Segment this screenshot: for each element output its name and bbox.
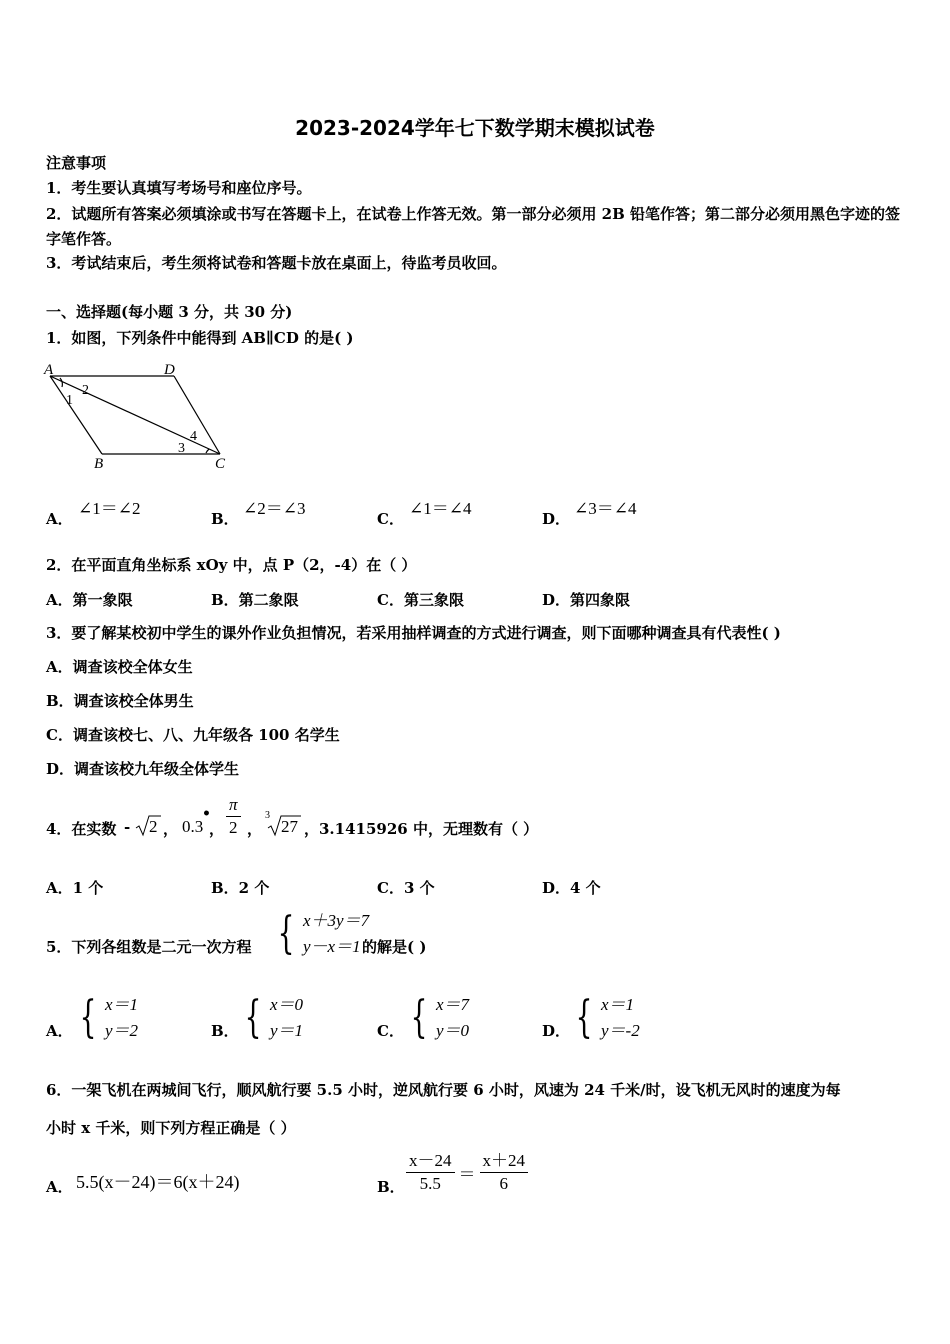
q1-option-c-label: C． [377, 510, 404, 528]
q3-option-c: C．调查该校七、八、九年级各 100 名学生 [46, 726, 340, 744]
q1-option-a-math: ∠1＝∠2 [78, 499, 141, 518]
q6-option-a-label: A． [46, 1178, 73, 1196]
q4-prefix: 4．在实数 [46, 820, 117, 838]
q4-option-c: C．3 个 [377, 879, 435, 897]
q5-option-a-label: A． [46, 1022, 73, 1040]
q4-suffix: ，3.1415926 中，无理数有（ ） [304, 820, 539, 838]
q5-system [272, 908, 369, 960]
notice-item-3: 3．考试结束后，考生须将试卷和答题卡放在桌面上，待监考员收回。 [46, 254, 507, 272]
q1-option-d-label: D． [542, 510, 571, 528]
label-b: B [94, 456, 104, 472]
q6-b-equals: ＝ [458, 1165, 476, 1184]
q2-option-b: B．第二象限 [211, 591, 299, 609]
page-title: 2023-2024学年七下数学期末模拟试卷 [295, 116, 655, 140]
q1-option-b-label: B． [211, 510, 239, 528]
angle-label-4: 4 [190, 429, 197, 444]
q4-sqrt-arg: 2 [149, 817, 158, 836]
q4-repeating-decimal: 0.3 [182, 817, 204, 836]
q4-cbrt-index: 3 [265, 810, 270, 821]
q3-option-a: A．调查该校全体女生 [46, 658, 193, 676]
q5-option-d-label: D． [542, 1022, 571, 1040]
left-brace-icon: { [79, 992, 97, 1043]
q5-option-a-system [74, 992, 138, 1044]
q4-option-a: A．1 个 [46, 879, 104, 897]
angle-arc-a [60, 378, 62, 387]
q2-option-c: C．第三象限 [377, 591, 464, 609]
angle-label-2: 2 [82, 383, 89, 398]
q5-b-row2: y＝1 [270, 1021, 304, 1040]
q3-option-b: B．调查该校全体男生 [46, 692, 194, 710]
q5-option-b-system [239, 992, 303, 1044]
parallelogram-figure [42, 362, 242, 474]
q3-option-d: D．调查该校九年级全体学生 [46, 760, 240, 778]
q2-option-d: D．第四象限 [542, 591, 631, 609]
q3-stem: 3．要了解某校初中学生的课外作业负担情况，若采用抽样调查的方式进行调查，则下面哪种调查具有代表性( ) [46, 624, 781, 642]
q1-option-a-label: A． [46, 510, 73, 528]
q1-stem: 1．如图，下列条件中能得到 AB∥CD 的是( ) [46, 329, 354, 347]
label-a: A [44, 362, 54, 378]
q6-option-b-equation [406, 1150, 528, 1195]
q4-cbrt-arg: 27 [281, 817, 298, 836]
q5-suffix: 的解是( ) [362, 938, 427, 956]
notice-heading: 注意事项 [46, 154, 107, 172]
q1-option-c-math: ∠1＝∠4 [409, 499, 472, 518]
q4-option-b: B．2 个 [211, 879, 270, 897]
q1-option-d-math: ∠3＝∠4 [574, 499, 637, 518]
q5-d-row2: y＝-2 [601, 1021, 640, 1040]
q5-a-row2: y＝2 [105, 1021, 139, 1040]
q6-option-b-label: B． [377, 1178, 405, 1196]
q5-c-row2: y＝0 [436, 1021, 470, 1040]
notice-item-1: 1．考生要认真填写考场号和座位序号。 [46, 179, 312, 197]
angle-arc-c [206, 449, 209, 453]
q5-eq2: y－x＝1 [303, 937, 361, 956]
section-heading: 一、选择题(每小题 3 分，共 30 分) [46, 303, 293, 321]
q2-stem: 2．在平面直角坐标系 xOy 中，点 P（2，-4）在（ ） [46, 556, 417, 574]
q6-option-a-math: 5.5(x－24)＝6(x＋24) [76, 1172, 240, 1192]
q5-option-b-label: B． [211, 1022, 239, 1040]
q6-stem-line1: 6．一架飞机在两城间飞行，顺风航行要 5.5 小时，逆风航行要 6 小时，风速为 24 千米/时，设飞机无风时的速度为每 [46, 1081, 841, 1099]
q4-comma-3: ， [247, 820, 263, 838]
left-brace-icon: { [277, 908, 295, 959]
q6-b-num1: x－24 [406, 1150, 455, 1173]
label-c: C [215, 456, 226, 472]
q4-pi-num: π [226, 794, 241, 817]
q5-option-d-system [570, 992, 640, 1044]
q4-pi-fraction [226, 794, 241, 839]
repeating-dot-icon: • [202, 806, 211, 822]
q2-option-a: A．第一象限 [46, 591, 133, 609]
q1-option-b-math: ∠2＝∠3 [243, 499, 306, 518]
q5-option-c-system [405, 992, 469, 1044]
q5-b-row1: x＝0 [270, 995, 304, 1014]
q5-d-row1: x＝1 [601, 995, 635, 1014]
label-d: D [164, 362, 175, 378]
notice-item-2: 2．试题所有答案必须填涂或书写在答题卡上，在试卷上作答无效。第一部分必须用 2B 铅笔作答；第二部分必须用黑色字迹的签字笔作答。 [46, 205, 901, 248]
sqrt-sign-icon [134, 813, 162, 839]
q5-option-c-label: C． [377, 1022, 404, 1040]
q4-comma-2: ， [209, 820, 225, 838]
q5-eq1: x＋3y＝7 [303, 911, 370, 930]
q4-option-d: D．4 个 [542, 879, 601, 897]
q6-b-den1: 5.5 [419, 1174, 441, 1193]
left-brace-icon: { [410, 992, 428, 1043]
angle-label-3: 3 [178, 441, 185, 456]
q5-c-row1: x＝7 [436, 995, 470, 1014]
q4-pi-den: 2 [229, 818, 238, 837]
left-brace-icon: { [575, 992, 593, 1043]
q4-comma-1: ， [163, 820, 179, 838]
q5-a-row1: x＝1 [105, 995, 139, 1014]
q4-neg-sign: - [124, 818, 131, 836]
left-brace-icon: { [244, 992, 262, 1043]
q6-b-den2: 6 [499, 1174, 508, 1193]
q5-prefix: 5．下列各组数是二元一次方程 [46, 938, 252, 956]
angle-label-1: 1 [66, 393, 73, 408]
q6-stem-line2: 小时 x 千米，则下列方程正确是（ ） [46, 1119, 296, 1137]
q6-b-num2: x＋24 [480, 1150, 529, 1173]
